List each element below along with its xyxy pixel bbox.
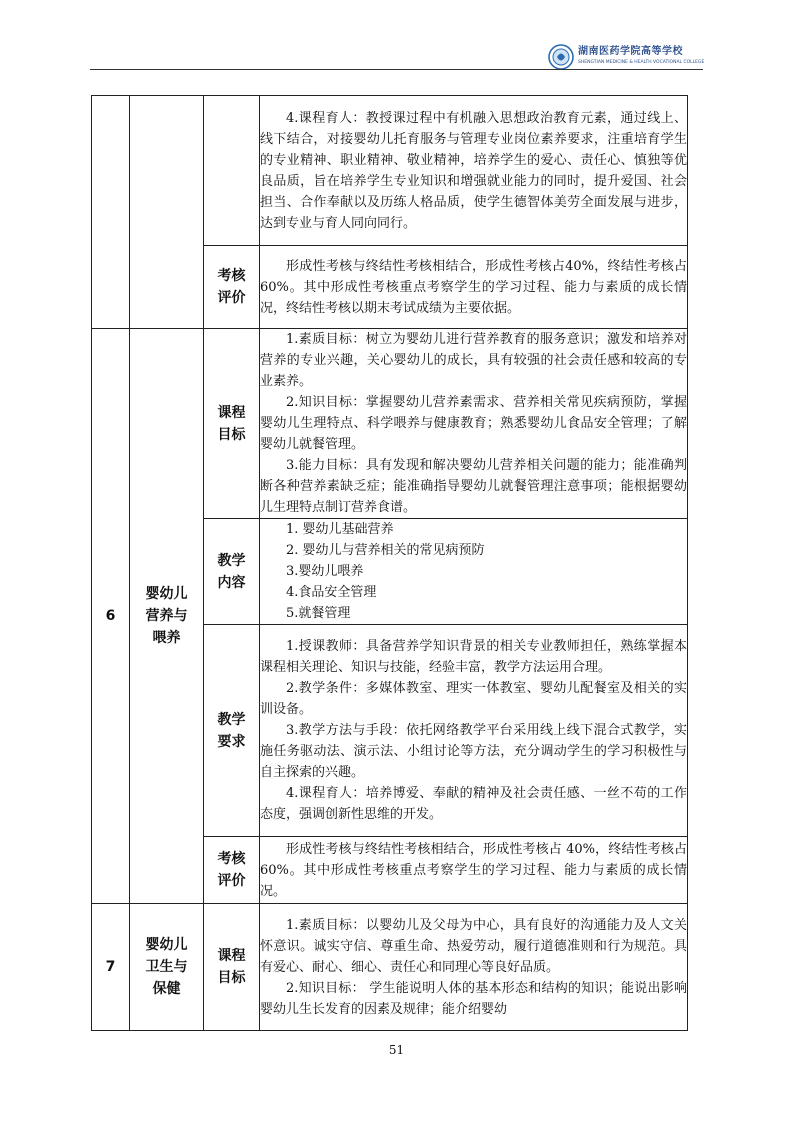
content-item: 4.食品安全管理 xyxy=(286,585,377,600)
content-cell xyxy=(260,246,688,329)
content-cell xyxy=(260,625,688,837)
school-logo-icon xyxy=(548,44,574,70)
content-cell xyxy=(260,329,688,519)
content-item: 2. 婴幼儿与营养相关的常见病预防 xyxy=(286,543,485,558)
course-name-7: 婴幼儿卫生与保健 xyxy=(130,904,204,1031)
course-name-6: 婴幼儿营养与喂养 xyxy=(130,329,204,904)
page-number: 51 xyxy=(388,1043,405,1057)
goal-label: 课程目标 xyxy=(204,329,260,519)
goal-text: 2.知识目标： 学生能说明人体的基本形态和结构的知识；能说出影响婴幼儿生长发育的因素及规律；能介绍婴幼 xyxy=(260,980,687,1017)
content-cell xyxy=(260,96,688,246)
req-text: 1.授课教师：具备营养学知识背景的相关专业教师担任，熟练掌握本课程相关理论、知识与技能，经验丰富，教学方法运用合理。 xyxy=(260,639,687,675)
content-cell xyxy=(260,837,688,904)
row-number-7: 7 xyxy=(92,904,130,1031)
content-cell xyxy=(260,904,688,1031)
goal-text: 2.知识目标：掌握婴幼儿营养素需求、营养相关常见疾病预防，掌握婴幼儿生理特点、科学喂养与健康教育；熟悉婴幼儿食品安全管理；了解婴幼儿就餐管理。 xyxy=(260,395,687,452)
page-header xyxy=(0,0,793,72)
req-text: 2.教学条件：多媒体教室、理实一体教室、婴幼儿配餐室及相关的实训设备。 xyxy=(260,681,687,717)
course-name-cell xyxy=(130,96,204,329)
req-label: 教学要求 xyxy=(204,625,260,837)
moral-education-text: 4.课程育人：教授课过程中有机融入思想政治教育元素，通过线上、线下结合，对接婴幼儿托育服务与管理专业岗位素养要求，注重培育学生的专业精神、职业精神、敬业精神，培养学生的爱心、责任心、慎独等优良品质，旨在培养学生专业知识和增强就业能力的同时，提升爱国、社会担当、合作奉献以及历练人格品质，使学生德智体美劳全面发展与进步，达到专业与育人同向同行。 xyxy=(260,110,687,231)
goal-text: 1.素质目标：树立为婴幼儿进行营养教育的服务意识；激发和培养对营养的专业兴趣，关心婴幼儿的成长，具有较强的社会责任感和较高的专业素养。 xyxy=(260,332,687,389)
goal-text: 1.素质目标：以婴幼儿及父母为中心，具有良好的沟通能力及人文关怀意识。诚实守信、尊重生命、热爱劳动，履行道德准则和行为规范。具有爱心、耐心、细心、责任心和同理心等良好品质。 xyxy=(260,917,687,975)
goal-label: 课程目标 xyxy=(204,904,260,1031)
content-item: 1. 婴幼儿基础营养 xyxy=(286,522,394,537)
eval-label: 考核评价 xyxy=(204,246,260,329)
header-rule xyxy=(90,69,703,70)
table-row xyxy=(92,96,688,246)
course-table xyxy=(91,95,688,1031)
goal-text: 3.能力目标：具有发现和解决婴幼儿营养相关问题的能力；能准确判断各种营养素缺乏症；能准确指导婴幼儿就餐管理注意事项；能根据婴幼儿生理特点制订营养食谱。 xyxy=(260,458,687,515)
table-row xyxy=(92,329,688,519)
req-text: 3.教学方法与手段：依托网络教学平台采用线上线下混合式教学，实施任务驱动法、演示法、小组讨论等方法，充分调动学生的学习积极性与自主探索的兴趣。 xyxy=(260,723,687,780)
table-row xyxy=(92,904,688,1031)
row-number-6: 6 xyxy=(92,329,130,904)
eval-text: 形成性考核与终结性考核相结合，形成性考核占 40%，终结性考核占 60%。其中形成性考核重点考察学生的学习过程、能力与素质的成长情况。 xyxy=(260,841,687,899)
content-item: 5.就餐管理 xyxy=(286,606,351,621)
req-text: 4.课程育人：培养博爱、奉献的精神及社会责任感、一丝不苟的工作态度，强调创新性思维的开发。 xyxy=(260,786,687,822)
eval-text: 形成性考核与终结性考核相结合，形成性考核占40%，终结性考核占60%。其中形成性考核重点考察学生的学习过程、能力与素质的成长情况，终结性考核以期末考试成绩为主要依据。 xyxy=(260,258,687,316)
content-cell xyxy=(260,519,688,625)
label-cell xyxy=(204,96,260,246)
content-item: 3.婴幼儿喂养 xyxy=(286,564,364,579)
content-label: 教学内容 xyxy=(204,519,260,625)
school-name: 湖南医药学院高等学校 xyxy=(578,46,683,57)
eval-label: 考核评价 xyxy=(204,837,260,904)
row-number-cell xyxy=(92,96,130,329)
school-name-en: SHENGTIAN MEDICINE & HEALTH VOCATIONAL COLLEGE xyxy=(578,60,705,65)
